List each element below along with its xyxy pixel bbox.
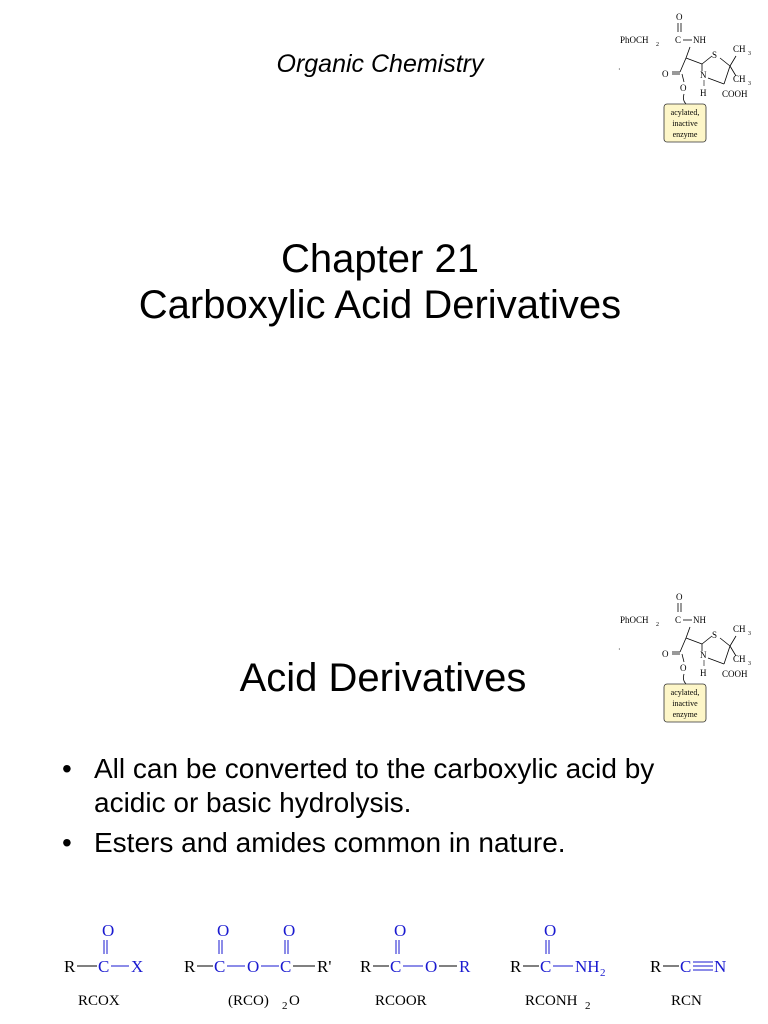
svg-text:CH: CH <box>733 654 746 664</box>
svg-text:3: 3 <box>748 81 751 87</box>
svg-text:O: O <box>680 83 687 93</box>
svg-text:O: O <box>425 957 438 976</box>
bullet-text: All can be converted to the carboxylic acid by acidic or basic hydrolysis. <box>94 753 655 818</box>
formula-label <box>525 993 591 1012</box>
acid-anhydride-structure <box>184 921 331 1012</box>
svg-text:O: O <box>544 921 557 940</box>
svg-text:N: N <box>700 650 707 660</box>
acid-halide-structure <box>64 921 143 1009</box>
svg-text:enzyme: enzyme <box>672 130 698 139</box>
bullet-dot-icon: • <box>62 753 72 784</box>
svg-text:CH: CH <box>733 74 746 84</box>
svg-text:X: X <box>131 957 144 976</box>
svg-text:R: R <box>650 957 662 976</box>
svg-text:acylated,: acylated, <box>670 108 700 117</box>
svg-text:R: R <box>184 957 196 976</box>
svg-text:NH: NH <box>575 957 600 976</box>
svg-text:inactive: inactive <box>672 699 698 708</box>
derivative-structures <box>50 912 750 1012</box>
svg-text:S: S <box>712 50 718 60</box>
svg-text:O: O <box>283 921 296 940</box>
svg-text:·: · <box>618 65 621 74</box>
bullet-item <box>62 826 702 860</box>
svg-text:C: C <box>675 35 682 45</box>
chapter-number: Chapter 21 <box>281 237 479 281</box>
formula-label: RCOX <box>78 993 120 1009</box>
bullet-text: Esters and amides common in nature. <box>94 827 566 858</box>
bullet-item <box>62 752 702 820</box>
svg-text:(RCO): (RCO) <box>228 993 269 1009</box>
svg-text:NH: NH <box>693 35 706 45</box>
svg-text:C: C <box>675 615 682 625</box>
svg-text:O: O <box>662 649 669 659</box>
formula-label: RCN <box>671 993 702 1009</box>
svg-text:C: C <box>98 957 110 976</box>
svg-text:3: 3 <box>748 631 751 637</box>
svg-text:3: 3 <box>748 661 751 667</box>
svg-text:N: N <box>714 957 727 976</box>
svg-text:R: R <box>360 957 372 976</box>
svg-text:H: H <box>700 668 707 678</box>
course-subtitle: Organic Chemistry <box>276 50 484 78</box>
bullet-dot-icon: • <box>62 827 72 858</box>
penicillin-acylated-enzyme-structure <box>612 6 768 146</box>
svg-text:C: C <box>280 957 292 976</box>
svg-text:CH: CH <box>733 44 746 54</box>
svg-text:NH: NH <box>693 615 706 625</box>
chapter-name: Carboxylic Acid Derivatives <box>138 283 622 327</box>
svg-text:2: 2 <box>282 1000 288 1012</box>
svg-text:·: · <box>618 645 621 654</box>
svg-text:O: O <box>217 921 230 940</box>
svg-text:S: S <box>712 630 718 640</box>
svg-text:R: R <box>510 957 522 976</box>
svg-text:2: 2 <box>656 42 659 48</box>
svg-text:R: R <box>64 957 76 976</box>
svg-text:O: O <box>247 957 260 976</box>
ester-structure <box>360 921 471 1009</box>
nitrile-structure <box>650 957 726 1009</box>
svg-text:N: N <box>700 70 707 80</box>
svg-text:RCONH: RCONH <box>525 993 578 1009</box>
svg-text:COOH: COOH <box>722 669 748 679</box>
svg-text:O: O <box>676 592 683 602</box>
amide-structure <box>510 921 606 1012</box>
svg-text:O: O <box>102 921 115 940</box>
svg-text:enzyme: enzyme <box>672 710 698 719</box>
svg-text:PhOCH: PhOCH <box>620 615 649 625</box>
svg-text:COOH: COOH <box>722 89 748 99</box>
svg-text:C: C <box>214 957 226 976</box>
svg-text:C: C <box>680 957 692 976</box>
svg-text:3: 3 <box>748 51 751 57</box>
svg-text:CH: CH <box>733 624 746 634</box>
svg-text:O: O <box>394 921 407 940</box>
svg-text:O: O <box>662 69 669 79</box>
svg-text:R': R' <box>317 957 332 976</box>
svg-text:2: 2 <box>600 967 606 979</box>
svg-text:O: O <box>676 12 683 22</box>
bullet-list <box>62 752 702 866</box>
formula-label: RCOOR <box>375 993 427 1009</box>
svg-text:R: R <box>459 957 471 976</box>
svg-text:2: 2 <box>585 1000 591 1012</box>
svg-text:2: 2 <box>656 622 659 628</box>
svg-text:O: O <box>680 663 687 673</box>
svg-text:C: C <box>540 957 552 976</box>
acid-derivatives-slide <box>0 512 768 1024</box>
svg-text:H: H <box>700 88 707 98</box>
slide-title: Acid Derivatives <box>239 656 527 700</box>
svg-text:inactive: inactive <box>672 119 698 128</box>
svg-text:PhOCH: PhOCH <box>620 35 649 45</box>
svg-text:O: O <box>289 993 300 1009</box>
svg-text:C: C <box>390 957 402 976</box>
svg-text:acylated,: acylated, <box>670 688 700 697</box>
chapter-title <box>60 236 700 328</box>
formula-label <box>228 993 300 1012</box>
